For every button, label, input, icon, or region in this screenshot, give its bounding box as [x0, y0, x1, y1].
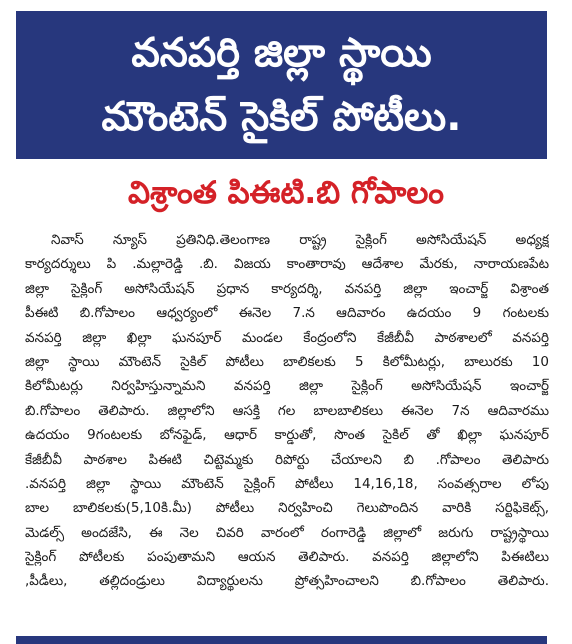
article-line: మెడల్స్ అందజేసి, ఈ నెల చివరి వారంలో రంగారెడ్డి జిల్లాలో జరుగు రాష్ట్రస్థాయి [25, 524, 549, 541]
article-line: బాల బాలికలకు(5,10కి.మీ) పోటీలు నిర్వహించి గెలుపొందిన వారికి సర్టిఫికెట్స్, [25, 500, 549, 517]
article-line: కిలోమీటర్లు నిర్వహిస్తున్నామని వనపర్తి జిల్లా సైక్లింగ్ అసోసియేషన్ ఇంచార్జ్ [25, 378, 549, 395]
article-line: సైక్లింగ్ పోటీలకు పంపుతామని ఆయన తెలిపారు. వనపర్తి జిల్లాలోని పిఈటిలు [25, 549, 549, 566]
article-line: కేజీబీవీ పాఠశాల పిఈటి చిట్టెమ్మకు రిపోర్టు చేయాలని బి .గోపాలం తెలిపారు [25, 451, 549, 468]
bottom-rule [16, 636, 547, 644]
article-line: .వనపర్తి జిల్లా స్థాయి మౌంటెన్ సైక్లింగ్ పోటీలు 14,16,18, సంవత్సరాల లోపు [25, 475, 549, 492]
article-body [25, 228, 549, 594]
headline-line-1: వనపర్తి జిల్లా స్థాయి [131, 30, 432, 76]
article-line: ,పీడీలు, తల్లిదండ్రులు విద్యార్థులను ప్రోత్సహించాలని బి.గోపాలం తెలిపారు. [25, 573, 549, 590]
headline-line-2: మౌంటెన్ సైకిల్ పోటీలు. [101, 94, 462, 140]
headline-banner [16, 11, 547, 159]
article-line: జిల్లా సైక్లింగ్ అసోసియేషన్ ప్రధాన కార్యదర్శి, వనపర్తి జిల్లా ఇంచార్జ్ విశ్రాంత [25, 280, 549, 297]
article-line: ఉదయం 9గంటలకు బోనఫైడ్, ఆధార్ కార్డుతో, సొంత సైకిల్ తో ఖిల్లా ఘనపూర్ [25, 427, 549, 444]
subheading: విశ్రాంత పిఈటి.బి గోపాలం [127, 175, 445, 211]
article-line: పీఈటి బి.గోపాలం ఆధ్వర్యంలో ఈనెల 7.న ఆదివారం ఉదయం 9 గంటలకు [25, 305, 549, 322]
article-line: బి.గోపాలం తెలిపారు. జిల్లాలోని ఆసక్తి గల బాలబాలికలు ఈనెల 7న ఆదివారము [25, 402, 549, 419]
article-line: నివాస్ న్యూస్ ప్రతినిధి.తెలంగాణ రాష్ట్ర సైక్లింగ్ అసోసియేషన్ అధ్యక్ష [51, 232, 549, 248]
article-line: వనపర్తి జిల్లా ఖిల్లా ఘనపూర్ మండల కేంద్రంలోని కేజీబీవీ పాఠశాలలో వనపర్తి [25, 329, 549, 346]
article-line: జిల్లా స్థాయి మౌంటెన్ సైకిల్ పోటీలు బాలికలకు 5 కిలోమీటర్లు, బాలురకు 10 [25, 353, 549, 370]
article-line: కార్యదర్శులు పి .మల్లారెడ్డి .బి. విజయ కాంతారావు ఆదేశాల మేరకు, నారాయణపేట [25, 256, 549, 273]
